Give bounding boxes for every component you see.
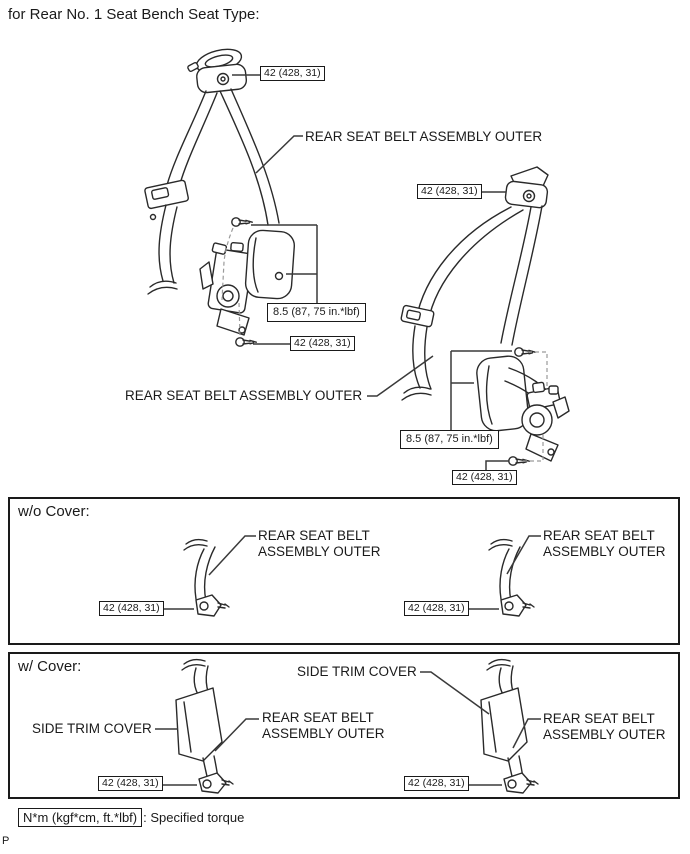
part-label-line2: ASSEMBLY OUTER	[258, 544, 381, 559]
legend-unit-box: N*m (kgf*cm, ft.*lbf)	[18, 808, 142, 827]
part-label-line2: ASSEMBLY OUTER	[543, 544, 666, 559]
part-label-line1: REAR SEAT BELT	[543, 528, 655, 543]
page-footer-mark: P	[2, 835, 10, 847]
torque-callout-wo-right: 42 (428, 31)	[404, 601, 469, 616]
part-label-belt-outer-2: REAR SEAT BELT ASSEMBLY OUTER	[125, 388, 363, 403]
seatbelt-assembly-right-art	[401, 167, 569, 465]
torque-callout-wo-left: 42 (428, 31)	[99, 601, 164, 616]
torque-callout-wc-left: 42 (428, 31)	[98, 776, 163, 791]
part-label-line2: ASSEMBLY OUTER	[262, 726, 385, 741]
torque-callout-anchor-top-left: 42 (428, 31)	[260, 66, 325, 81]
part-label-line1: REAR SEAT BELT	[543, 711, 655, 726]
with-cover-belt-right-art	[481, 660, 538, 793]
legend-description: : Specified torque	[143, 810, 245, 825]
section-title-without-cover: w/o Cover:	[18, 503, 90, 520]
with-cover-belt-left-art	[176, 660, 233, 793]
page-title: for Rear No. 1 Seat Bench Seat Type:	[8, 6, 260, 23]
torque-legend	[18, 808, 244, 827]
part-label-line1: REAR SEAT BELT	[258, 528, 370, 543]
part-label-line1: REAR SEAT BELT	[262, 710, 374, 725]
wo-cover-belt-left-art	[184, 540, 229, 616]
seatbelt-assembly-left-art	[144, 45, 295, 346]
part-label-belt-outer-wo-left	[258, 528, 381, 560]
section-title-with-cover: w/ Cover:	[18, 658, 82, 675]
wo-cover-belt-right-art	[489, 540, 534, 616]
torque-callout-anchor-top-right: 42 (428, 31)	[417, 184, 482, 199]
torque-callout-screw-left: 8.5 (87, 75 in.*lbf)	[267, 303, 366, 322]
part-label-belt-outer-wc-left	[262, 710, 385, 742]
part-label-line2: ASSEMBLY OUTER	[543, 727, 666, 742]
part-label-belt-outer-wc-right	[543, 711, 666, 743]
part-label-side-trim-cover-right: SIDE TRIM COVER	[297, 664, 417, 679]
torque-callout-screw-right: 8.5 (87, 75 in.*lbf)	[400, 430, 499, 449]
part-label-belt-outer-1: REAR SEAT BELT ASSEMBLY OUTER	[305, 129, 543, 144]
torque-callout-wc-right: 42 (428, 31)	[404, 776, 469, 791]
part-label-side-trim-cover-left: SIDE TRIM COVER	[32, 721, 152, 736]
torque-callout-anchor-bottom-left: 42 (428, 31)	[290, 336, 355, 351]
part-label-belt-outer-wo-right	[543, 528, 666, 560]
torque-callout-anchor-bottom-right: 42 (428, 31)	[452, 470, 517, 485]
